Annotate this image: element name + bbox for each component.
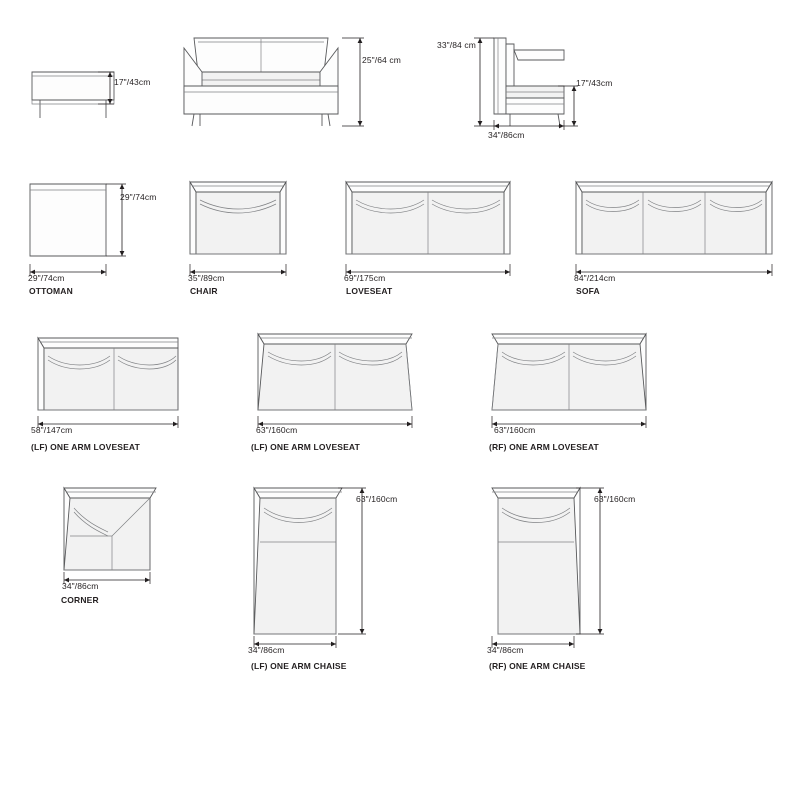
lf-one-arm-loveseat-label: (LF) ONE ARM LOVESEAT: [251, 442, 360, 452]
ottoman-elevation-height-label: 17"/43cm: [114, 77, 151, 87]
loveseat-height-dimension: [340, 30, 390, 134]
lf-one-arm-chaise-label: (LF) ONE ARM CHAISE: [251, 661, 347, 671]
rf-one-arm-loveseat-plan: [484, 330, 660, 418]
chair-depth-label: 34"/86cm: [488, 130, 525, 140]
corner-plan-label: CORNER: [61, 595, 99, 605]
loveseat-front-elevation: [182, 30, 342, 130]
chair-width-label: 35"/89cm: [188, 273, 225, 283]
ottoman-depth-label: 29"/74cm: [120, 192, 157, 202]
lf-one-arm-chaise-depth-label: 63"/160cm: [356, 494, 398, 504]
chair-seat-height-label: 17"/43cm: [576, 78, 613, 88]
lf-one-arm-loveseat-small-width-label: 58"/147cm: [31, 425, 73, 435]
loveseat-elevation-height-label: 25"/64 cm: [362, 55, 401, 65]
ottoman-plan-label: OTTOMAN: [29, 286, 73, 296]
corner-plan: [56, 484, 166, 580]
sofa-width-label: 84"/214cm: [574, 273, 616, 283]
loveseat-plan-label: LOVESEAT: [346, 286, 393, 296]
rf-one-arm-chaise-label: (RF) ONE ARM CHAISE: [489, 661, 586, 671]
chair-plan-label: CHAIR: [190, 286, 218, 296]
rf-one-arm-chaise-width-label: 34"/86cm: [487, 645, 524, 655]
ottoman-height-dimension: [96, 60, 146, 130]
lf-one-arm-loveseat-small-label: (LF) ONE ARM LOVESEAT: [31, 442, 140, 452]
lf-one-arm-loveseat-small-plan: [20, 334, 184, 418]
lf-one-arm-loveseat-width-label: 63"/160cm: [256, 425, 298, 435]
rf-one-arm-chaise-depth-label: 63"/160cm: [594, 494, 636, 504]
rf-one-arm-chaise-depth-dimension: [574, 484, 634, 644]
rf-one-arm-loveseat-label: (RF) ONE ARM LOVESEAT: [489, 442, 599, 452]
lf-one-arm-chaise-depth-dimension: [336, 484, 396, 644]
lf-one-arm-loveseat-plan: [244, 330, 420, 418]
chair-back-height-label: 33"/84 cm: [437, 40, 476, 50]
rf-one-arm-loveseat-width-label: 63"/160cm: [494, 425, 536, 435]
loveseat-width-label: 69"/175cm: [344, 273, 386, 283]
sofa-plan-label: SOFA: [576, 286, 600, 296]
corner-width-label: 34"/86cm: [62, 581, 99, 591]
ottoman-width-label: 29"/74cm: [28, 273, 65, 283]
lf-one-arm-chaise-width-label: 34"/86cm: [248, 645, 285, 655]
loveseat-plan: [340, 178, 518, 262]
ottoman-plan: [28, 182, 112, 262]
chair-plan: [184, 178, 298, 262]
sofa-plan: [570, 178, 778, 262]
